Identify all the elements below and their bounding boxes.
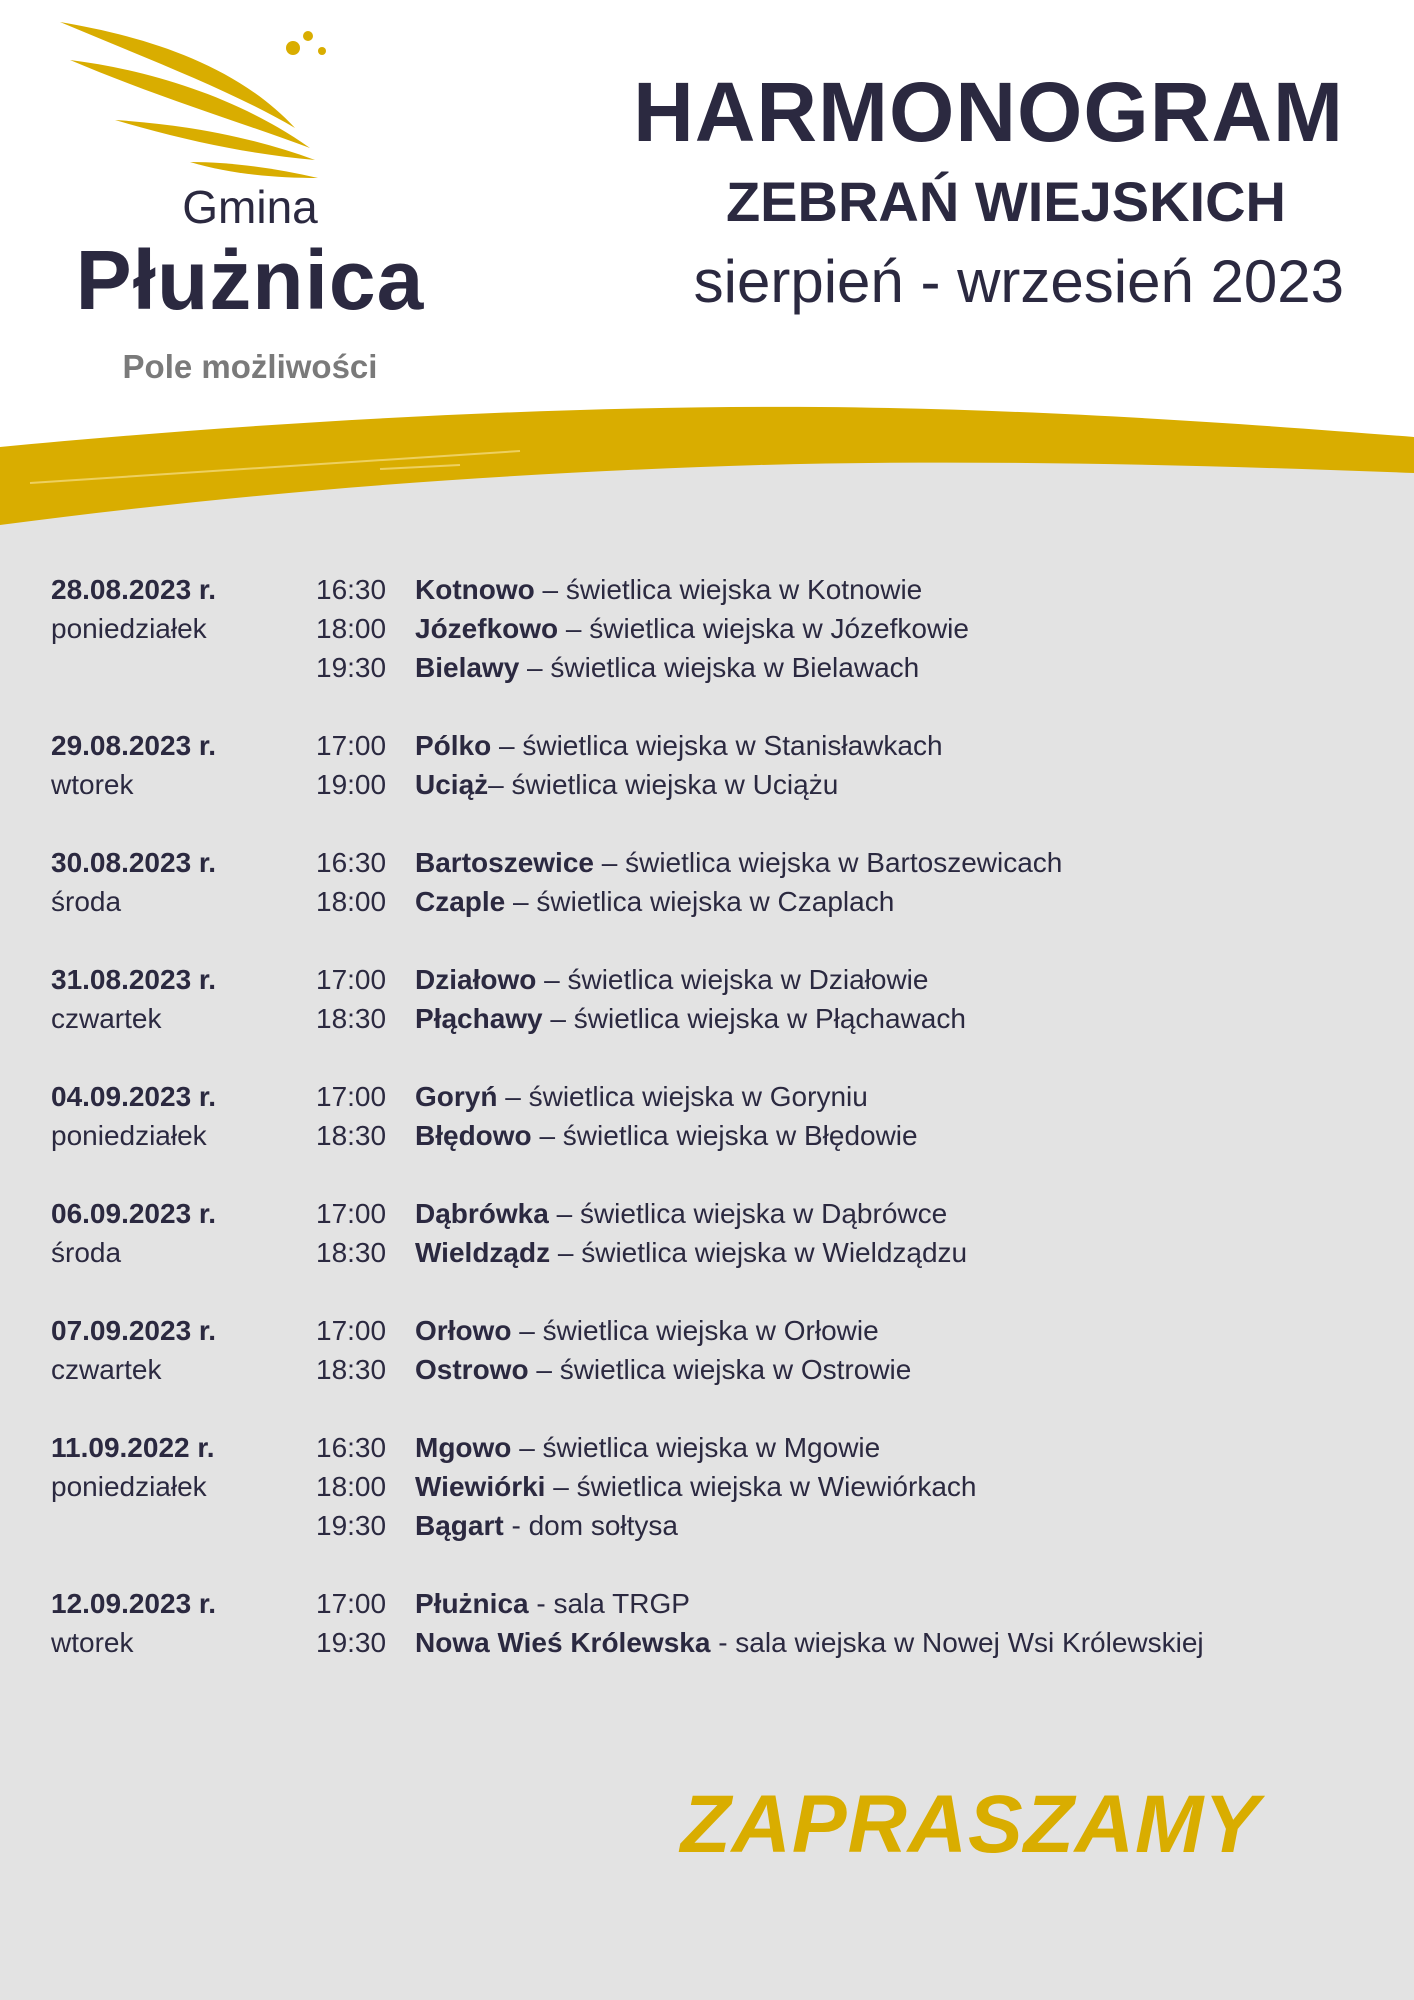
meeting-time: 17:00 bbox=[316, 730, 387, 761]
venue-text: – świetlica wiejska w Kotnowie bbox=[534, 574, 923, 605]
venue-text: – świetlica wiejska w Błędowie bbox=[531, 1120, 918, 1151]
meeting-date: 12.09.2023 r. bbox=[51, 1588, 217, 1619]
meeting-place bbox=[415, 843, 1062, 882]
meeting-place bbox=[415, 1194, 947, 1233]
meeting-row bbox=[51, 960, 1381, 999]
schedule-day bbox=[51, 960, 1381, 1038]
meeting-time: 17:00 bbox=[316, 1588, 387, 1619]
meeting-date: 07.09.2023 r. bbox=[51, 1315, 217, 1346]
logo-gmina-text: Gmina bbox=[182, 181, 318, 233]
village-name: Wieldządz bbox=[415, 1237, 551, 1268]
meeting-row bbox=[51, 1077, 1381, 1116]
meeting-row bbox=[51, 1506, 1381, 1545]
venue-text: - sala TRGP bbox=[528, 1588, 690, 1619]
meeting-row bbox=[51, 1584, 1381, 1623]
meeting-date: 31.08.2023 r. bbox=[51, 964, 217, 995]
meeting-date: 04.09.2023 r. bbox=[51, 1081, 217, 1112]
meeting-place bbox=[415, 1077, 868, 1116]
venue-text: – świetlica wiejska w Józefkowie bbox=[558, 613, 969, 644]
meeting-place bbox=[415, 1584, 690, 1623]
venue-text: – świetlica wiejska w Goryniu bbox=[497, 1081, 868, 1112]
meeting-row bbox=[51, 1311, 1381, 1350]
page-subtitle: ZEBRAŃ WIEJSKICH bbox=[725, 170, 1286, 233]
village-name: Czaple bbox=[415, 886, 506, 917]
meeting-place bbox=[415, 1467, 976, 1506]
meeting-row bbox=[51, 1467, 1381, 1506]
village-name: Pólko bbox=[415, 730, 492, 761]
schedule-list bbox=[51, 570, 1381, 1701]
schedule-day bbox=[51, 726, 1381, 804]
meeting-place bbox=[415, 882, 894, 921]
village-name: Wiewiórki bbox=[415, 1471, 546, 1502]
venue-text: – świetlica wiejska w Płąchawach bbox=[542, 1003, 966, 1034]
meeting-time: 18:30 bbox=[316, 1354, 387, 1385]
meeting-time: 19:30 bbox=[316, 1627, 387, 1658]
venue-text: – świetlica wiejska w Wiewiórkach bbox=[545, 1471, 977, 1502]
page-title: HARMONOGRAM bbox=[633, 65, 1344, 159]
village-name: Orłowo bbox=[415, 1315, 512, 1346]
venue-text: – świetlica wiejska w Orłowie bbox=[511, 1315, 879, 1346]
venue-text: - sala wiejska w Nowej Wsi Królewskiej bbox=[710, 1627, 1204, 1658]
venue-text: – świetlica wiejska w Uciążu bbox=[488, 769, 839, 800]
meeting-place bbox=[415, 1233, 967, 1272]
venue-text: – świetlica wiejska w Mgowie bbox=[511, 1432, 881, 1463]
meeting-row bbox=[51, 726, 1381, 765]
schedule-day bbox=[51, 843, 1381, 921]
meeting-row bbox=[51, 1350, 1381, 1389]
logo-name-text: Płużnica bbox=[75, 233, 425, 327]
village-name: Józefkowo bbox=[415, 613, 559, 644]
meeting-weekday: czwartek bbox=[51, 1354, 162, 1385]
village-name: Płużnica bbox=[415, 1588, 529, 1619]
venue-text: - dom sołtysa bbox=[503, 1510, 678, 1541]
meeting-date: 06.09.2023 r. bbox=[51, 1198, 217, 1229]
village-name: Działowo bbox=[415, 964, 537, 995]
meeting-place bbox=[415, 765, 838, 804]
venue-text: – świetlica wiejska w Bartoszewicach bbox=[593, 847, 1063, 878]
venue-text: – świetlica wiejska w Stanisławkach bbox=[491, 730, 943, 761]
invite-text: ZAPRASZAMY bbox=[680, 1779, 1260, 1870]
meeting-row bbox=[51, 609, 1381, 648]
meeting-time: 18:00 bbox=[316, 613, 387, 644]
meeting-place bbox=[415, 960, 928, 999]
meeting-time: 18:30 bbox=[316, 1003, 387, 1034]
schedule-day bbox=[51, 1584, 1381, 1662]
meeting-time: 16:30 bbox=[316, 847, 387, 878]
meeting-time: 18:30 bbox=[316, 1237, 387, 1268]
meeting-row bbox=[51, 882, 1381, 921]
meeting-weekday: wtorek bbox=[51, 1627, 134, 1658]
village-name: Nowa Wieś Królewska bbox=[415, 1627, 711, 1658]
meeting-row bbox=[51, 843, 1381, 882]
meeting-time: 16:30 bbox=[316, 1432, 387, 1463]
schedule-day bbox=[51, 1428, 1381, 1545]
meeting-weekday: wtorek bbox=[51, 769, 134, 800]
village-name: Kotnowo bbox=[415, 574, 535, 605]
schedule-day bbox=[51, 1311, 1381, 1389]
meeting-time: 17:00 bbox=[316, 1315, 387, 1346]
brush-stroke-divider bbox=[0, 395, 1414, 535]
village-name: Bielawy bbox=[415, 652, 520, 683]
meeting-row bbox=[51, 765, 1381, 804]
schedule-day bbox=[51, 1194, 1381, 1272]
meeting-time: 17:00 bbox=[316, 1198, 387, 1229]
meeting-date: 30.08.2023 r. bbox=[51, 847, 217, 878]
venue-text: – świetlica wiejska w Czaplach bbox=[505, 886, 895, 917]
meeting-place bbox=[415, 648, 919, 687]
meeting-weekday: środa bbox=[51, 1237, 122, 1268]
meeting-place bbox=[415, 726, 943, 765]
meeting-time: 16:30 bbox=[316, 574, 387, 605]
header-title-block bbox=[633, 62, 1344, 322]
village-name: Dąbrówka bbox=[415, 1198, 549, 1229]
meeting-row bbox=[51, 1233, 1381, 1272]
meeting-time: 18:00 bbox=[316, 886, 387, 917]
meeting-date: 29.08.2023 r. bbox=[51, 730, 217, 761]
venue-text: – świetlica wiejska w Bielawach bbox=[519, 652, 920, 683]
meeting-time: 17:00 bbox=[316, 1081, 387, 1112]
meeting-row bbox=[51, 999, 1381, 1038]
meeting-place bbox=[415, 570, 922, 609]
village-name: Bartoszewice bbox=[415, 847, 594, 878]
village-name: Błędowo bbox=[415, 1120, 532, 1151]
meeting-row bbox=[51, 1623, 1381, 1662]
meeting-time: 17:00 bbox=[316, 964, 387, 995]
meeting-date: 11.09.2022 r. bbox=[51, 1432, 215, 1463]
meeting-place bbox=[415, 1350, 911, 1389]
meeting-place bbox=[415, 999, 966, 1038]
meeting-row bbox=[51, 1428, 1381, 1467]
meeting-weekday: czwartek bbox=[51, 1003, 162, 1034]
village-name: Płąchawy bbox=[415, 1003, 543, 1034]
meeting-time: 18:00 bbox=[316, 1471, 387, 1502]
village-name: Mgowo bbox=[415, 1432, 512, 1463]
meeting-place bbox=[415, 1623, 1204, 1662]
logo bbox=[40, 20, 470, 385]
meeting-time: 19:00 bbox=[316, 769, 387, 800]
meeting-weekday: poniedziałek bbox=[51, 1120, 207, 1151]
village-name: Ostrowo bbox=[415, 1354, 529, 1385]
schedule-day bbox=[51, 1077, 1381, 1155]
meeting-weekday: środa bbox=[51, 886, 122, 917]
village-name: Bągart bbox=[415, 1510, 504, 1541]
venue-text: – świetlica wiejska w Wieldządzu bbox=[550, 1237, 968, 1268]
venue-text: – świetlica wiejska w Działowie bbox=[536, 964, 929, 995]
meeting-weekday: poniedziałek bbox=[51, 1471, 207, 1502]
meeting-row bbox=[51, 648, 1381, 687]
meeting-place bbox=[415, 609, 969, 648]
meeting-time: 19:30 bbox=[316, 652, 387, 683]
meeting-place bbox=[415, 1116, 918, 1155]
village-name: Uciąż bbox=[415, 769, 489, 800]
meeting-row bbox=[51, 1116, 1381, 1155]
meeting-date: 28.08.2023 r. bbox=[51, 574, 217, 605]
meeting-time: 18:30 bbox=[316, 1120, 387, 1151]
wing-icon bbox=[60, 20, 360, 180]
schedule-day bbox=[51, 570, 1381, 687]
venue-text: – świetlica wiejska w Ostrowie bbox=[528, 1354, 912, 1385]
meeting-time: 19:30 bbox=[316, 1510, 387, 1541]
logo-tagline: Pole możliwości bbox=[122, 348, 378, 385]
page-period: sierpień - wrzesień 2023 bbox=[693, 248, 1344, 315]
meeting-row bbox=[51, 1194, 1381, 1233]
meeting-place bbox=[415, 1506, 678, 1545]
meeting-place bbox=[415, 1311, 879, 1350]
village-name: Goryń bbox=[415, 1081, 498, 1112]
meeting-place bbox=[415, 1428, 880, 1467]
venue-text: – świetlica wiejska w Dąbrówce bbox=[548, 1198, 948, 1229]
meeting-row bbox=[51, 570, 1381, 609]
meeting-weekday: poniedziałek bbox=[51, 613, 207, 644]
